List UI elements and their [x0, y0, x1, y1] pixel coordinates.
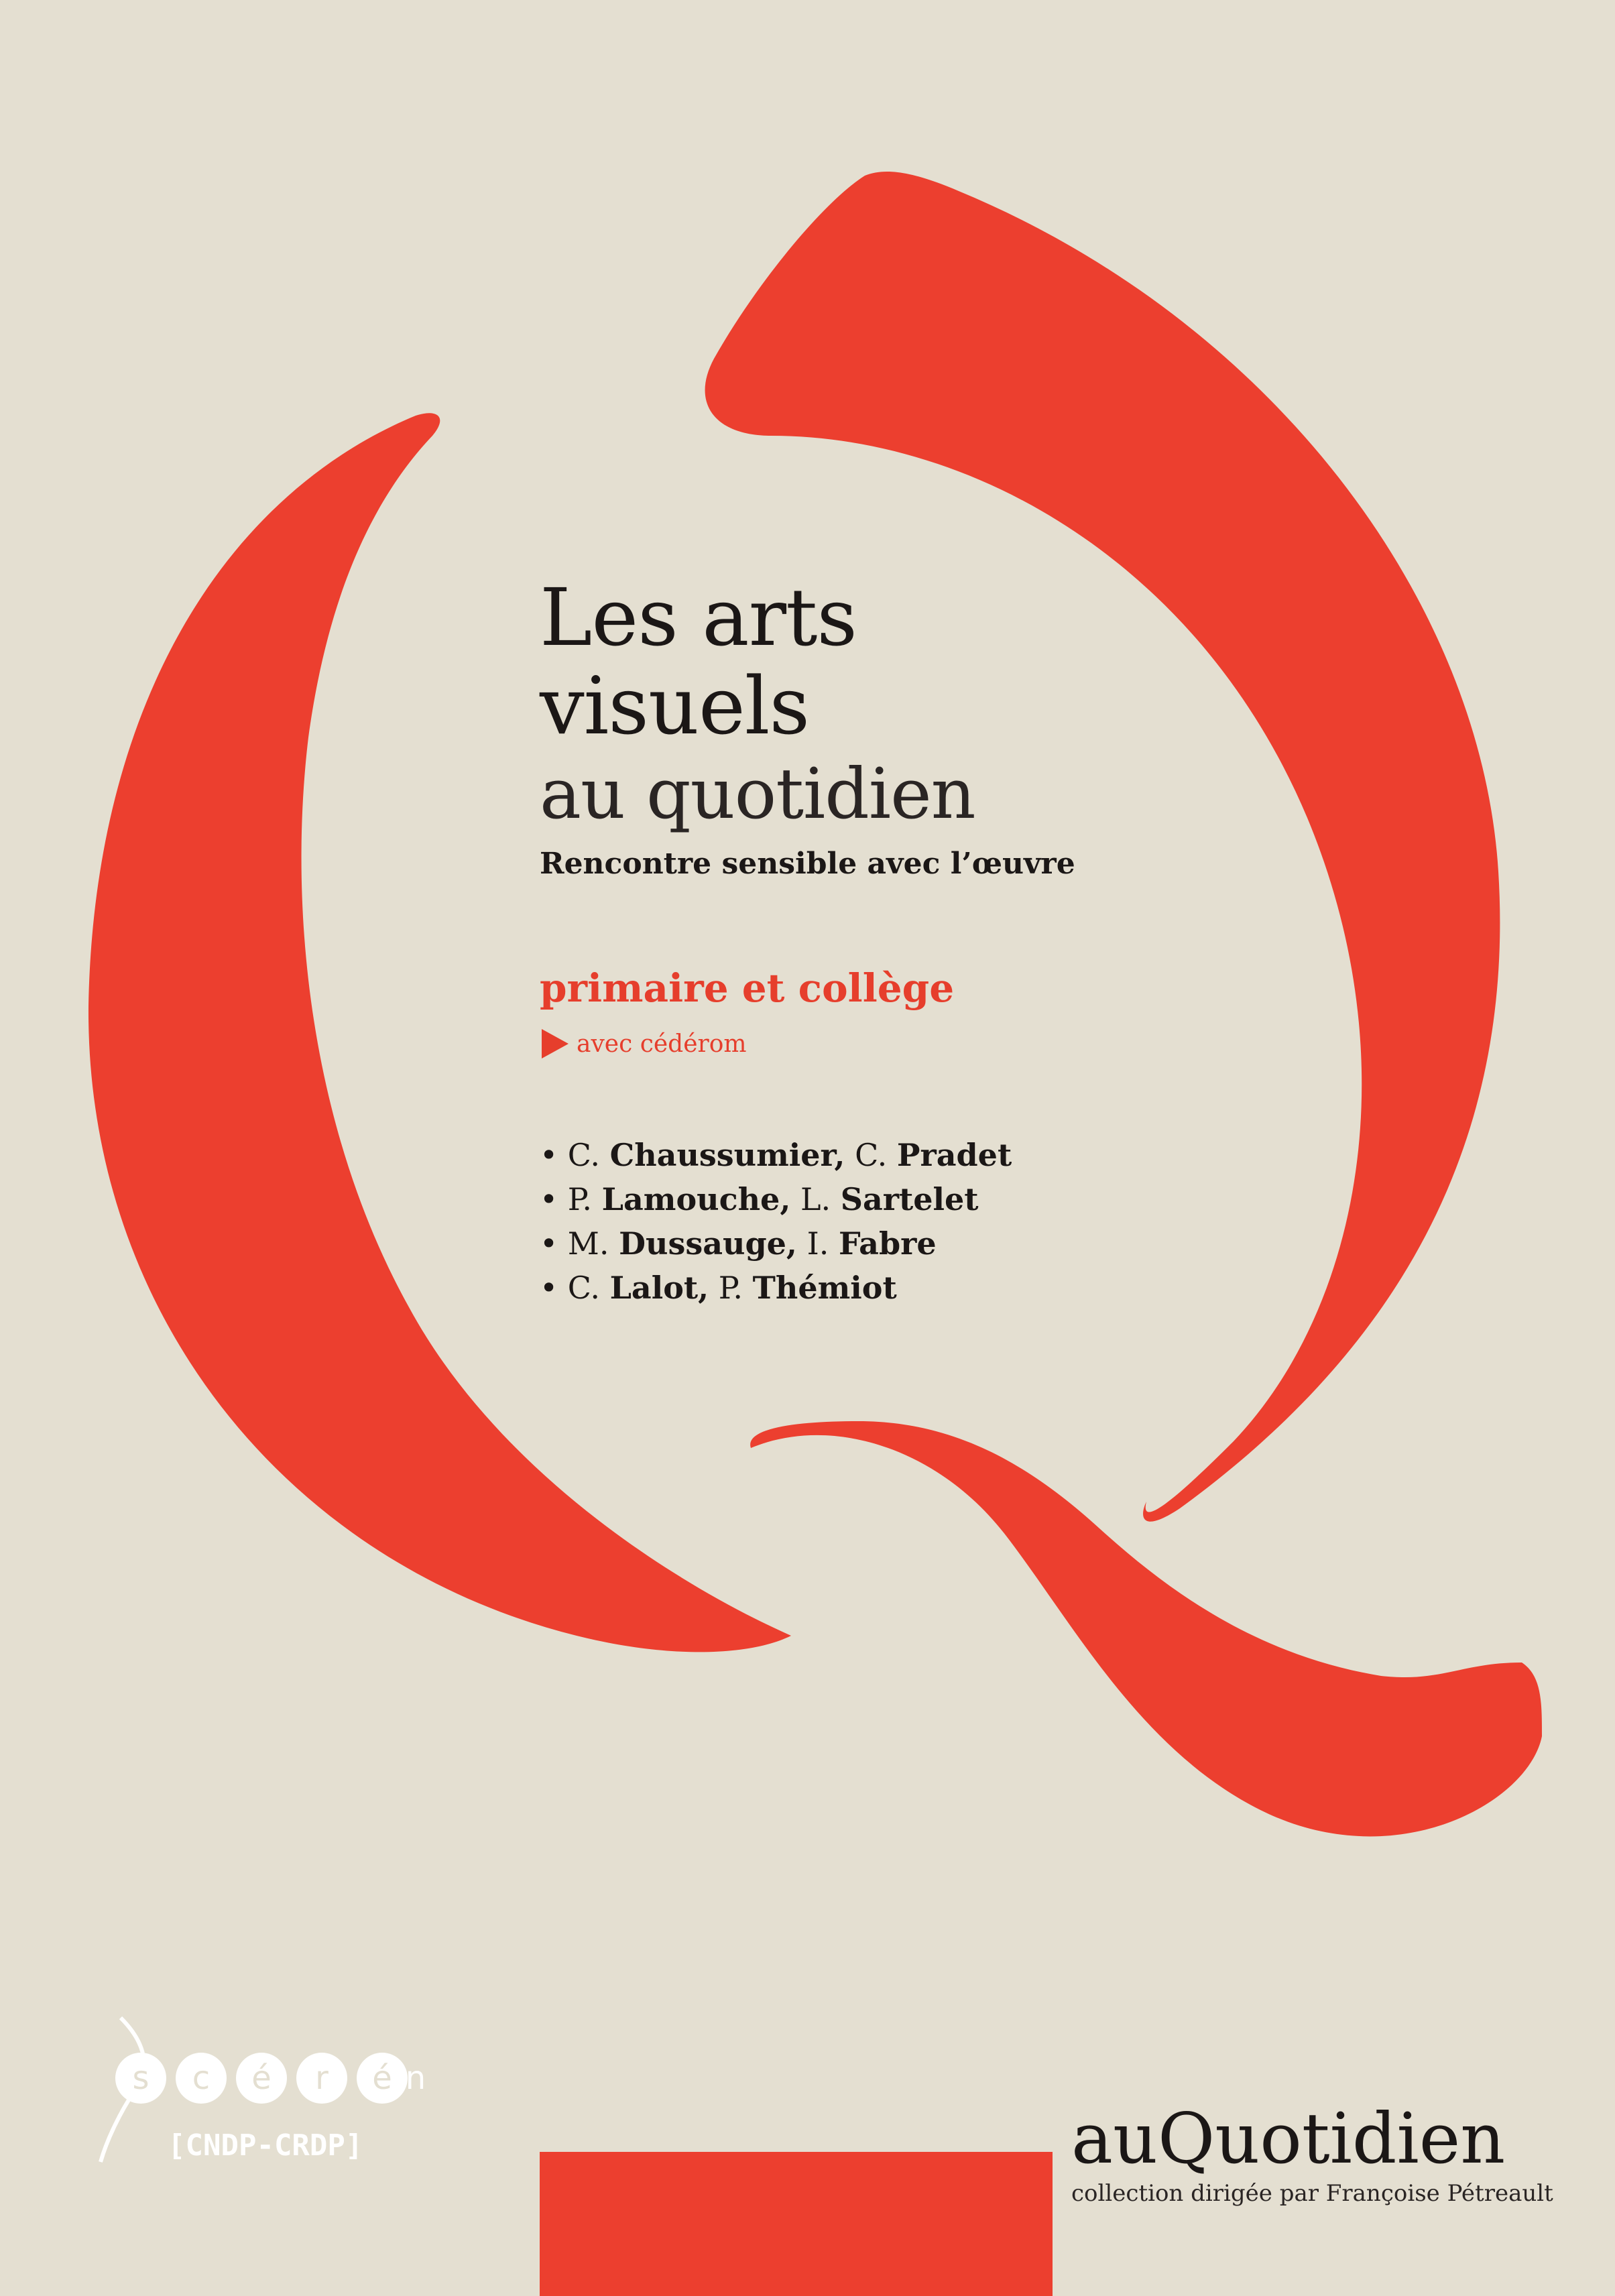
author-line: • C. Lalot, P. Thémiot [540, 1270, 897, 1306]
collection-name [1071, 2098, 1553, 2179]
publisher-label: [CNDP-CRDP] [168, 2128, 363, 2163]
svg-text:r: r [315, 2059, 328, 2097]
media-note [542, 1029, 747, 1059]
q-tail [750, 1421, 1542, 1836]
level-label: primaire et collège [540, 965, 955, 1011]
svg-text:n: n [405, 2059, 426, 2097]
collection-main: Quotidien [1157, 2098, 1506, 2179]
svg-text:s: s [132, 2059, 149, 2097]
author-line: • M. Dussauge, I. Fabre [540, 1225, 937, 1262]
accent-bar [540, 2152, 1053, 2296]
collection-block [1071, 2098, 1553, 2208]
play-icon [542, 1029, 569, 1059]
author-line: • C. Chaussumier, C. Pradet [540, 1137, 1012, 1173]
svg-text:é: é [372, 2059, 392, 2097]
svg-text:é: é [251, 2059, 272, 2097]
collection-credit: collection dirigée par Françoise Pétreault [1071, 2180, 1553, 2207]
title-line-2: visuels [540, 660, 810, 752]
subtitle: au quotidien [540, 753, 975, 835]
collection-prefix: au [1071, 2098, 1158, 2179]
author-line: • P. Lamouche, L. Sartelet [540, 1181, 979, 1217]
title-block [540, 573, 1075, 884]
svg-text:c: c [192, 2059, 211, 2097]
title-line-1: Les arts [540, 571, 857, 664]
tagline: Rencontre sensible avec l’œuvre [540, 847, 1075, 881]
media-label: avec cédérom [577, 1030, 747, 1058]
authors-list [540, 1133, 1012, 1310]
